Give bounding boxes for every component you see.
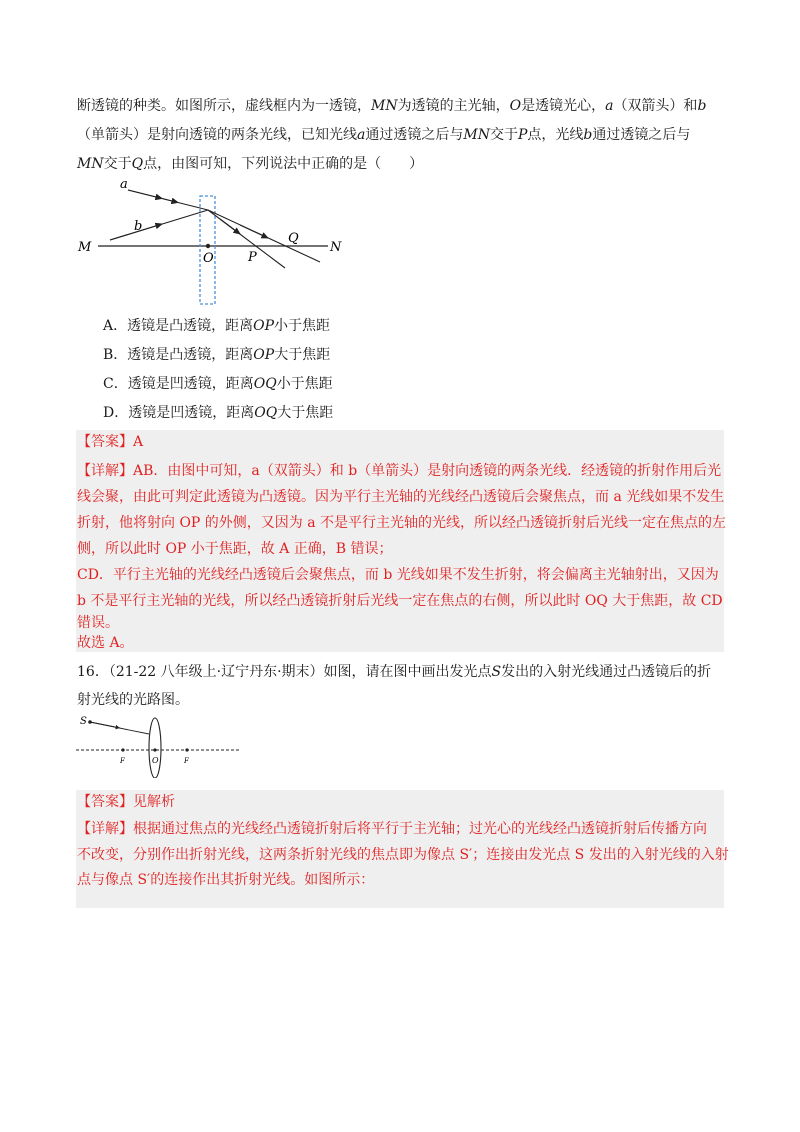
- q16-line-2: 射光线的光路图。: [77, 692, 189, 708]
- symbol-MN: MN: [371, 98, 398, 114]
- label-S: S: [80, 716, 87, 727]
- q15-detail-line: 线会聚，由此可判定此透镜为凸透镜。因为平行主光轴的光线经凸透镜后会聚焦点，而 a 光线如果不发生: [77, 489, 725, 505]
- symbol-P: P: [517, 127, 528, 143]
- q15-detail-line: 错误。: [77, 615, 119, 631]
- q15-answer: 【答案】A: [77, 434, 144, 450]
- option-text: 大于焦距: [277, 405, 334, 421]
- symbol-MN: MN: [463, 127, 490, 143]
- q15-text: （单箭头）是射向透镜的两条光线，已知光线: [77, 127, 357, 143]
- option-text: 小于焦距: [274, 318, 331, 334]
- label-a: a: [120, 177, 128, 192]
- label-M: M: [78, 240, 92, 255]
- q15-text: 为透镜的主光轴，: [397, 98, 510, 114]
- q15-text: 通过透镜之后与: [365, 127, 464, 143]
- q16-detail-line: 点与像点 S′的连接作出其折射光线。如图所示：: [77, 872, 375, 888]
- q16-text: 发出的入射光线通过凸透镜后的折: [501, 664, 712, 680]
- label-O: O: [152, 756, 159, 765]
- q15-text: 通过透镜之后与: [592, 127, 691, 143]
- source-point-S: [88, 720, 92, 724]
- symbol-O: O: [509, 98, 522, 114]
- option-text: A．透镜是凸透镜，距离: [103, 318, 254, 334]
- option-c: [103, 374, 333, 394]
- optical-center-dot: [153, 748, 156, 751]
- q15-text: 交于: [103, 156, 132, 172]
- option-d: [103, 403, 333, 423]
- label-b: b: [134, 219, 143, 234]
- symbol-b: b: [583, 127, 593, 143]
- ray-a-refracted: [208, 210, 285, 268]
- q16-detail-line: 不改变，分别作出折射光线，这两条折射光线的焦点即为像点 S′；连接由发光点 S 发出的入射光线的入射: [77, 847, 729, 863]
- convex-lens-shape: [149, 718, 161, 778]
- q15-text: 是透镜光心，: [521, 98, 606, 114]
- optical-center-dot: [206, 244, 210, 248]
- label-P: P: [248, 250, 257, 265]
- q15-line-1: [77, 96, 706, 116]
- option-segment: OP: [253, 318, 275, 334]
- q16-convex-lens-figure: [76, 712, 246, 778]
- option-b: [103, 345, 330, 365]
- symbol-b: b: [697, 98, 707, 114]
- q15-detail-line: 折射，他将射向 OP 的外侧，又因为 a 不是平行主光轴的光线，所以经凸透镜折射后光线一定在焦点的左: [77, 515, 727, 531]
- q15-text: 点，光线: [527, 127, 584, 143]
- label-F-right: F: [184, 757, 189, 765]
- option-segment: OQ: [253, 376, 277, 392]
- option-segment: OQ: [254, 405, 278, 421]
- q16-answer: 【答案】见解析: [77, 794, 175, 810]
- option-text: 小于焦距: [276, 376, 333, 392]
- q15-text: （双箭头）和: [613, 98, 698, 114]
- q15-detail-line: CD．平行主光轴的光线经凸透镜后会聚焦点，而 b 光线如果不发生折射，将会偏离主光轴射出，又因为: [77, 567, 719, 583]
- label-F-left: F: [120, 757, 125, 765]
- option-text: 大于焦距: [274, 347, 331, 363]
- q15-detail-line: 【详解】AB．由图中可知，a（双箭头）和 b（单箭头）是射向透镜的两条光线．经透镜的折射作用后光: [77, 463, 722, 479]
- symbol-Q: Q: [131, 156, 144, 172]
- q15-lens-figure: [70, 170, 350, 310]
- symbol-a: a: [605, 98, 614, 114]
- q16-line-1: [77, 662, 711, 682]
- q15-detail-line: 故选 A。: [77, 635, 134, 651]
- q16-text: 16．（21-22 八年级上·辽宁丹东·期末）如图，请在图中画出发光点: [77, 664, 492, 680]
- option-text: D．透镜是凹透镜，距离: [103, 405, 255, 421]
- symbol-S: S: [491, 664, 502, 680]
- symbol-a: a: [357, 127, 366, 143]
- q15-text: 断透镜的种类。如图所示，虚线框内为一透镜，: [77, 98, 371, 114]
- label-N: N: [330, 240, 342, 255]
- option-text: B．透镜是凸透镜，距离: [103, 347, 254, 363]
- q15-detail-line: b 不是平行主光轴的光线，所以经凸透镜折射后光线一定在焦点的右侧，所以此时 OQ 大于焦距，故 CD: [77, 593, 723, 609]
- label-Q: Q: [288, 231, 299, 246]
- label-O: O: [203, 251, 214, 266]
- focus-left-dot: [121, 748, 124, 751]
- option-a: [103, 316, 330, 336]
- option-segment: OP: [253, 347, 275, 363]
- symbol-MN: MN: [77, 156, 104, 172]
- q15-text: 点，由图可知，下列说法中正确的是（ ）: [143, 156, 424, 172]
- q15-detail-line: 侧，所以此时 OP 小于焦距，故 A 正确，B 错误；: [77, 541, 393, 557]
- focus-right-dot: [185, 748, 188, 751]
- q16-detail-line: 【详解】根据通过焦点的光线经凸透镜折射后将平行于主光轴；过光心的光线经凸透镜折射后传播方向: [77, 821, 707, 837]
- option-text: C．透镜是凹透镜，距离: [103, 376, 254, 392]
- q15-text: 交于: [489, 127, 518, 143]
- q15-line-2: [77, 125, 690, 145]
